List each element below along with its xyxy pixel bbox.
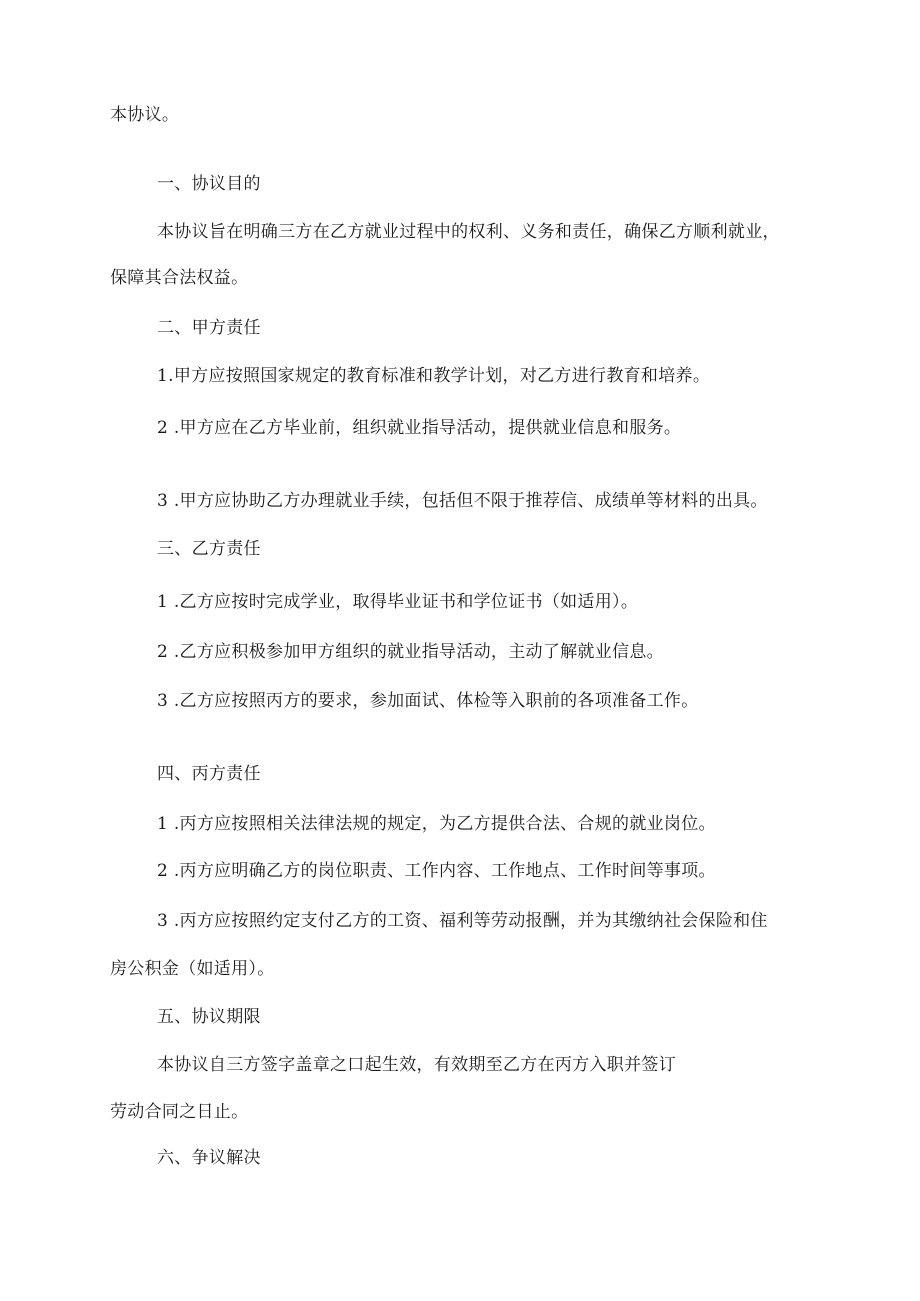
party-a-item-2: 2 .甲方应在乙方毕业前，组织就业指导活动，提供就业信息和服务。 — [157, 418, 682, 438]
purpose-paragraph-line-2: 保障其合法权益。 — [110, 268, 249, 288]
party-a-item-1: 1.甲方应按照国家规定的教育标准和教学计划，对乙方进行教育和培养。 — [157, 366, 711, 386]
party-b-item-1: 1 .乙方应按时完成学业，取得毕业证书和学位证书（如适用）。 — [157, 592, 639, 612]
section-heading-purpose: 一、协议目的 — [157, 174, 261, 194]
section-heading-term: 五、协议期限 — [157, 1007, 261, 1027]
party-b-item-2: 2 .乙方应积极参加甲方组织的就业指导活动，主动了解就业信息。 — [157, 642, 664, 662]
party-c-item-3-line-1: 3 .丙方应按照约定支付乙方的工资、福利等劳动报酬，并为其缴纳社会保险和住 — [157, 911, 768, 931]
term-paragraph-line-2: 劳动合同之日止。 — [110, 1102, 249, 1122]
section-heading-party-c: 四、丙方责任 — [157, 764, 261, 784]
section-heading-dispute: 六、争议解决 — [157, 1148, 261, 1168]
party-c-item-2: 2 .丙方应明确乙方的岗位职责、工作内容、工作地点、工作时间等事项。 — [157, 861, 716, 881]
party-c-item-3-line-2: 房公积金（如适用）。 — [110, 959, 275, 979]
party-a-item-3: 3 .甲方应协助乙方办理就业手续，包括但不限于推荐信、成绩单等材料的出具。 — [157, 491, 768, 511]
section-heading-party-b: 三、乙方责任 — [157, 539, 261, 559]
party-b-item-3: 3 .乙方应按照丙方的要求，参加面试、体检等入职前的各项准备工作。 — [157, 691, 699, 711]
party-c-item-1: 1 .丙方应按照相关法律法规的规定，为乙方提供合法、合规的就业岗位。 — [157, 814, 716, 834]
purpose-paragraph-line-1: 本协议旨在明确三方在乙方就业过程中的权利、义务和责任，确保乙方顺利就业， — [157, 222, 780, 242]
term-paragraph-line-1: 本协议自三方签字盖章之口起生效，有效期至乙方在丙方入职并签订 — [157, 1055, 676, 1075]
text-line-agreement-end: 本协议。 — [110, 105, 180, 125]
section-heading-party-a: 二、甲方责任 — [157, 318, 261, 338]
